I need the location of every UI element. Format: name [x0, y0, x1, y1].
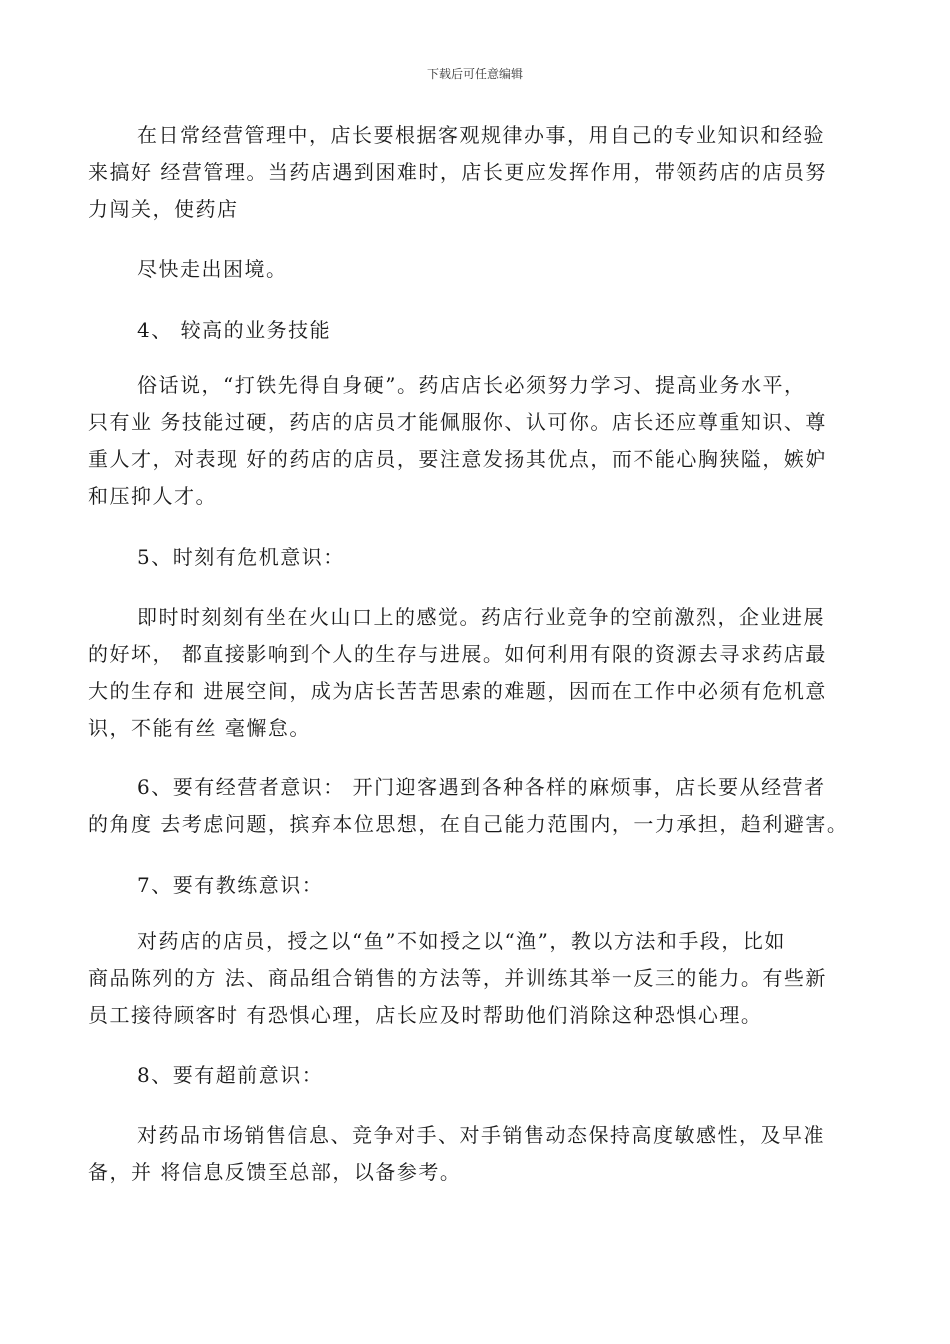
paragraph-line: 重人才，对表现 好的药店的店员，要注意发扬其优点，而不能心胸狭隘，嫉妒	[88, 447, 827, 471]
paragraph-line: 来搞好 经营管理。当药店遇到困难时，店长更应发挥作用，带领药店的店员努	[88, 160, 827, 184]
paragraph-line: 和压抑人才。	[88, 484, 217, 508]
paragraph-line: 尽快走出困境。	[137, 257, 288, 281]
paragraph-line: 力闯关，使药店	[88, 197, 239, 221]
paragraph-line: 即时时刻刻有坐在火山口上的感觉。药店行业竞争的空前激烈，企业进展	[137, 605, 825, 629]
paragraph-line: 俗话说，“打铁先得自身硬”。药店店长必须努力学习、提高业务水平，	[137, 373, 806, 397]
paragraph-line: 员工接待顾客时 有恐惧心理，店长应及时帮助他们消除这种恐惧心理。	[88, 1003, 763, 1027]
section-heading: 4、 较高的业务技能	[137, 318, 332, 342]
paragraph-line: 的角度 去考虑问题，摈弃本位思想，在自己能力范围内，一力承担，趋利避害。	[88, 812, 849, 836]
section-heading: 5、时刻有危机意识：	[137, 545, 345, 569]
paragraph-line: 的好坏， 都直接影响到个人的生存与进展。如何利用有限的资源去寻求药店最	[88, 642, 827, 666]
paragraph-line: 在日常经营管理中，店长要根据客观规律办事，用自己的专业知识和经验	[137, 123, 825, 147]
paragraph-line: 对药品市场销售信息、竞争对手、对手销售动态保持高度敏感性，及早准	[137, 1123, 825, 1147]
paragraph-line: 只有业 务技能过硬，药店的店员才能佩服你、认可你。店长还应尊重知识、尊	[88, 410, 827, 434]
section-heading: 8、要有超前意识：	[137, 1063, 324, 1087]
paragraph-line: 识，不能有丝 毫懈怠。	[88, 716, 311, 740]
paragraph-line: 大的生存和 进展空间，成为店长苦苦思索的难题，因而在工作中必须有危机意	[88, 679, 827, 703]
paragraph-line: 对药店的店员，授之以“鱼”不如授之以“渔”，教以方法和手段，比如	[137, 929, 786, 953]
page-header-note: 下载后可任意编辑	[426, 67, 523, 81]
paragraph-line: 商品陈列的方 法、商品组合销售的方法等，并训练其举一反三的能力。有些新	[88, 966, 827, 990]
paragraph-line: 6、要有经营者意识： 开门迎客遇到各种各样的麻烦事，店长要从经营者	[137, 775, 826, 799]
section-heading: 7、要有教练意识：	[137, 873, 324, 897]
paragraph-line: 备，并 将信息反馈至总部，以备参考。	[88, 1160, 462, 1184]
